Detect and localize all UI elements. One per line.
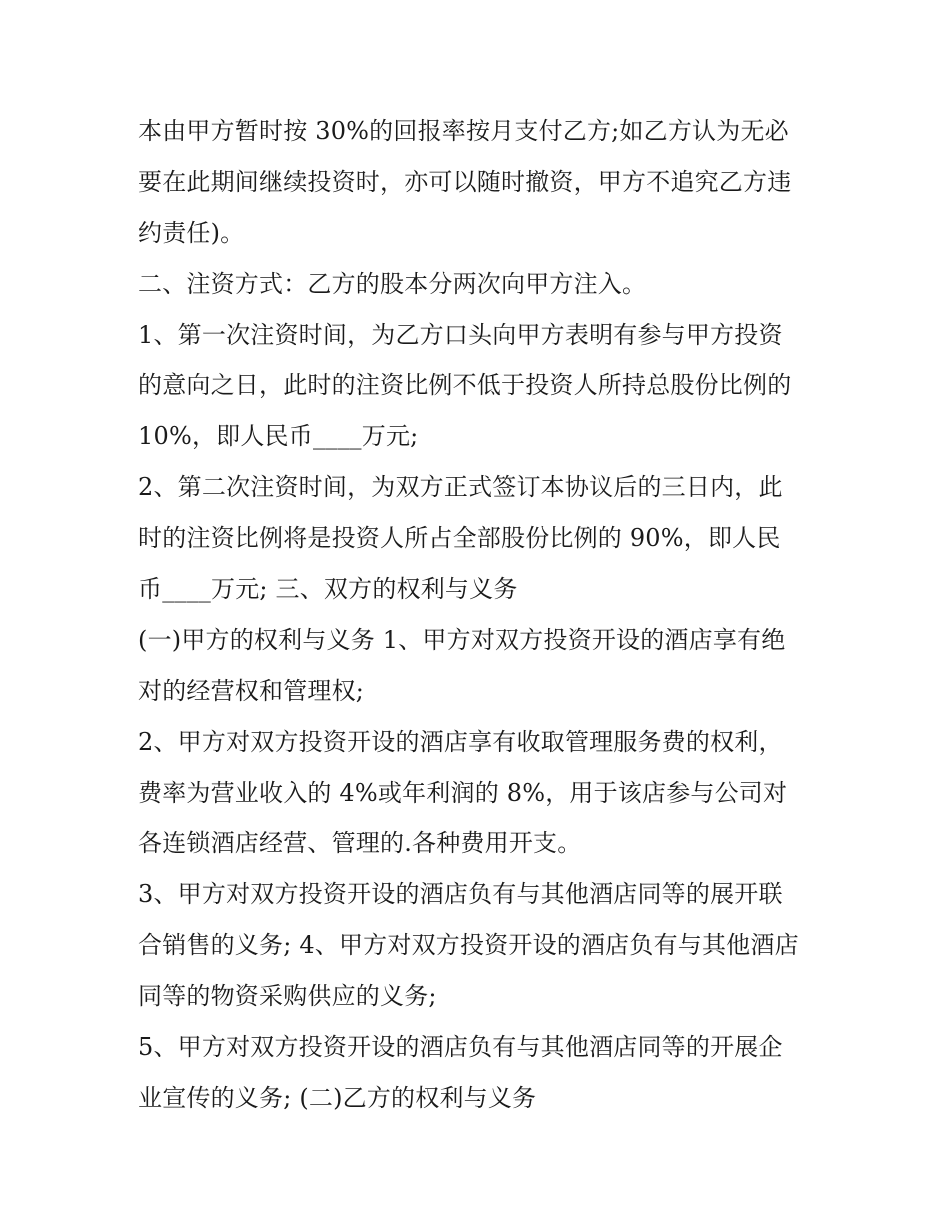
text-line: 10%，即人民币____万元; bbox=[138, 422, 419, 451]
text-line: 时的注资比例将是投资人所占全部股份比例的 90%，即人民 bbox=[138, 524, 781, 553]
text-line: 要在此期间继续投资时，亦可以随时撤资，甲方不追究乙方违 bbox=[138, 167, 792, 196]
text-line: 各连锁酒店经营、管理的.各种费用开支。 bbox=[138, 829, 582, 858]
document-body bbox=[138, 106, 818, 1124]
text-line: 2、第二次注资时间，为双方正式签订本协议后的三日内，此 bbox=[138, 473, 783, 502]
section-heading: 二、注资方式：乙方的股本分两次向甲方注入。 bbox=[138, 269, 647, 298]
text-line: 2、甲方对双方投资开设的酒店享有收取管理服务费的权利， bbox=[138, 727, 783, 756]
text-line: 的意向之日，此时的注资比例不低于投资人所持总股份比例的 bbox=[138, 371, 792, 400]
text-line: 合销售的义务; 4、甲方对双方投资开设的酒店负有与其他酒店 bbox=[138, 931, 799, 960]
text-line: (一)甲方的权利与义务 1、甲方对双方投资开设的酒店享有绝 bbox=[138, 625, 786, 654]
text-line: 1、第一次注资时间，为乙方口头向甲方表明有参与甲方投资 bbox=[138, 320, 783, 349]
text-line: 费率为营业收入的 4%或年利润的 8%，用于该店参与公司对 bbox=[138, 778, 788, 807]
text-line: 5、甲方对双方投资开设的酒店负有与其他酒店同等的开展企 bbox=[138, 1033, 783, 1062]
text-line: 币____万元; 三、双方的权利与义务 bbox=[138, 575, 518, 604]
text-line: 3、甲方对双方投资开设的酒店负有与其他酒店同等的展开联 bbox=[138, 880, 783, 909]
text-line: 本由甲方暂时按 30%的回报率按月支付乙方;如乙方认为无必 bbox=[138, 117, 789, 145]
text-line: 业宣传的义务; (二)乙方的权利与义务 bbox=[138, 1083, 537, 1112]
text-line: 约责任)。 bbox=[138, 218, 245, 247]
text-line: 同等的物资采购供应的义务; bbox=[138, 982, 437, 1011]
text-line: 对的经营权和管理权; bbox=[138, 676, 365, 705]
